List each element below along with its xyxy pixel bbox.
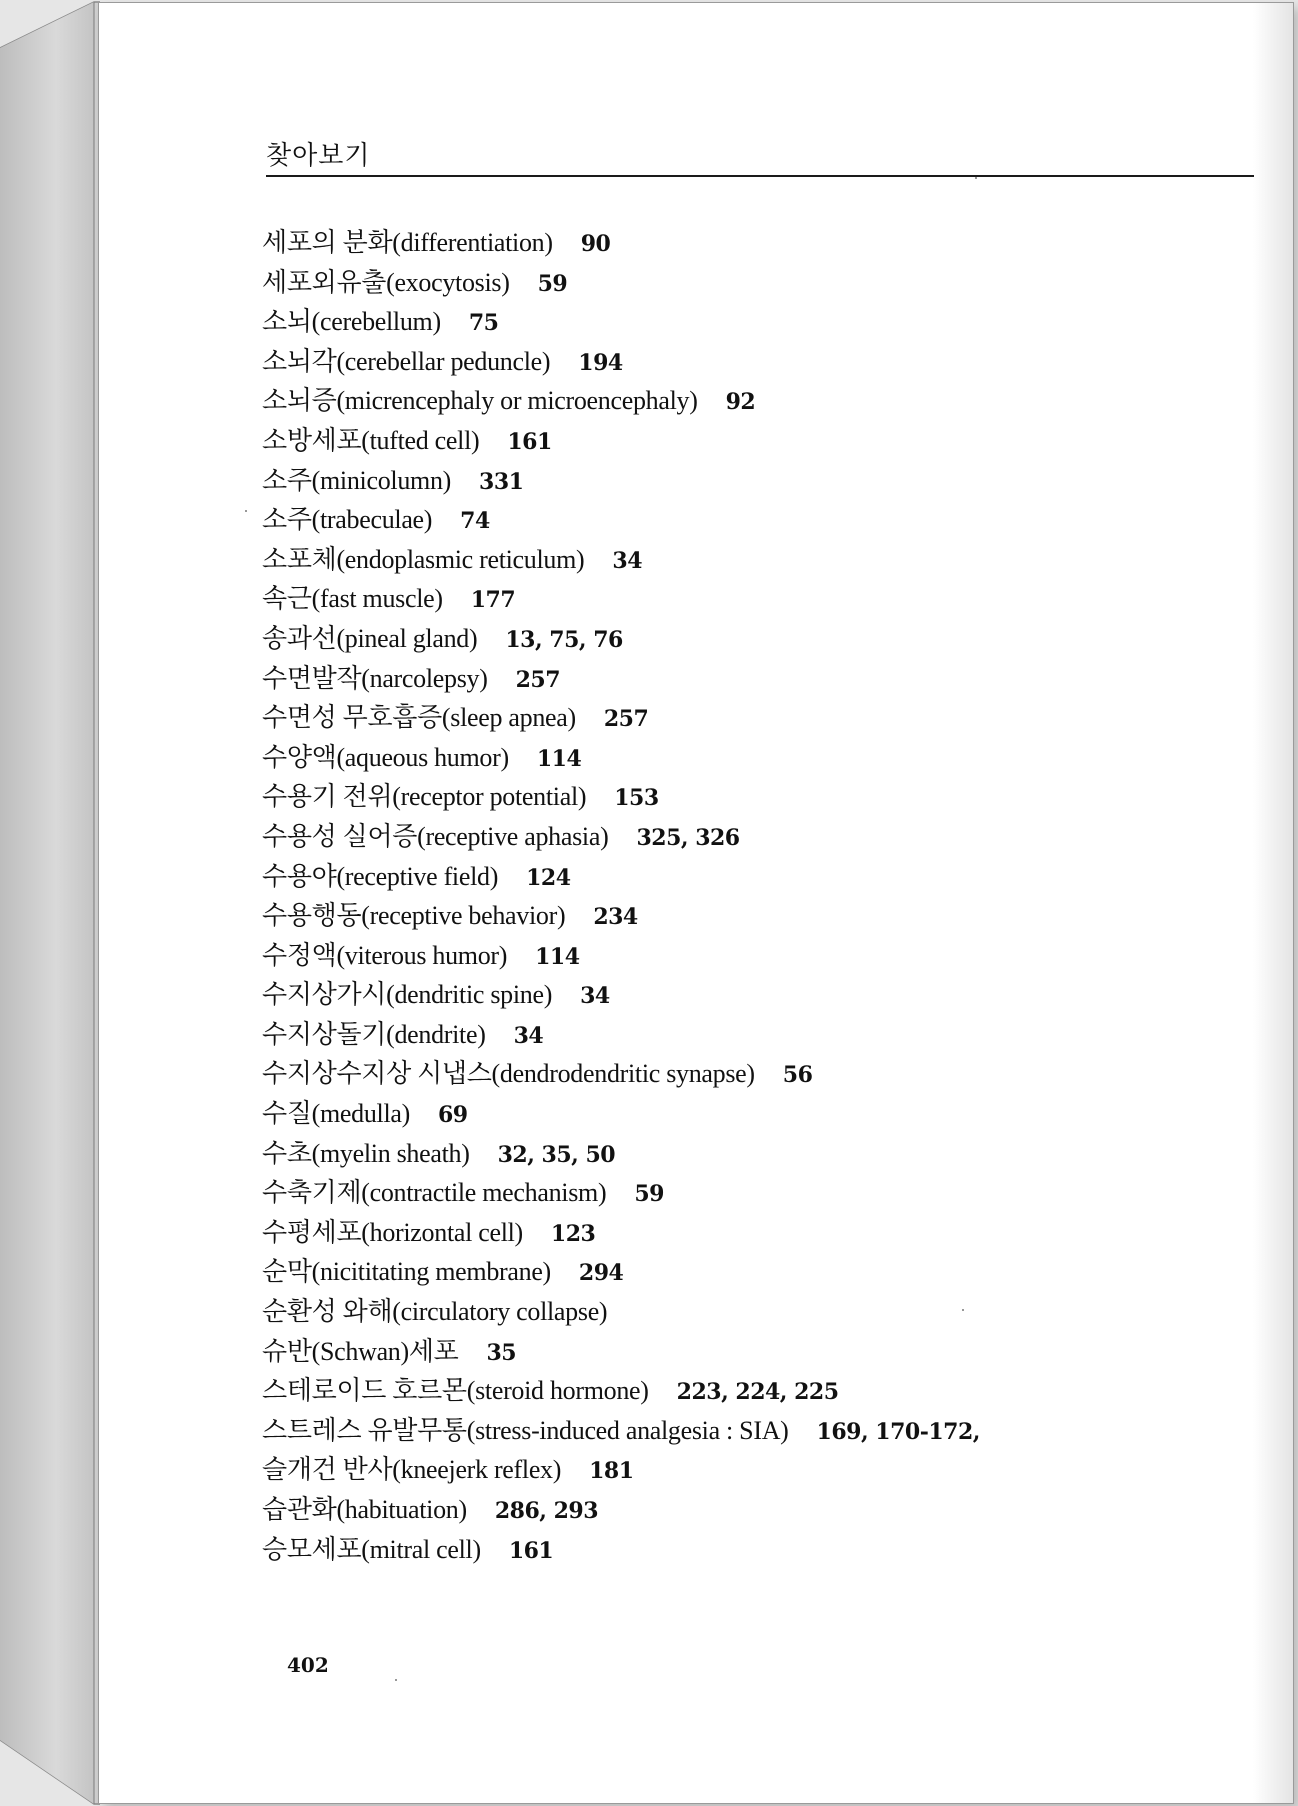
index-term: 수축기제(contractile mechanism) [262,1178,607,1208]
index-term: 소주(trabeculae) [262,505,433,535]
index-entry [262,698,1262,738]
index-entry [262,1371,1262,1411]
index-term: 수용기 전위(receptor potential) [262,782,587,812]
index-page-refs: 34 [513,1022,544,1049]
index-term: 수용성 실어증(receptive aphasia) [262,821,609,851]
index-page-refs: 59 [634,1181,664,1208]
index-entry [262,1094,1262,1134]
index-entry [262,302,1262,342]
index-page-refs: 223, 224, 225 [676,1379,839,1406]
index-page-refs: 286, 293 [494,1498,599,1524]
index-entry [262,1530,1262,1570]
index-page-refs: 181 [589,1458,634,1485]
index-page-refs: 234 [593,904,638,931]
scan-speck [245,510,247,512]
index-term: 순환성 와해(circulatory collapse) [262,1297,608,1327]
index-term: 속근(fast muscle) [262,584,443,614]
index-entry [262,540,1262,580]
index-term: 수양액(aqueous humor) [262,742,509,772]
index-entry [262,936,1262,976]
index-term: 수지상가시(dendritic spine) [262,980,553,1010]
index-page-refs: 59 [537,270,568,297]
index-entry-list [262,223,1262,1569]
index-page-refs: 13, 75, 76 [505,626,623,653]
index-entry [262,817,1262,857]
index-term: 소포체(endoplasmic reticulum) [262,544,585,574]
index-term: 송과선(pineal gland) [262,623,478,653]
index-term: 수정액(viterous humor) [262,940,508,970]
index-entry [262,1490,1262,1530]
index-page-refs: 124 [526,864,571,891]
index-page-refs: 257 [603,706,649,733]
page-header [266,131,1254,177]
index-page-refs: 325, 326 [636,824,740,851]
index-page-refs: 69 [438,1102,468,1129]
index-entry [262,857,1262,897]
index-entry [262,381,1262,421]
index-page-refs: 161 [507,428,552,455]
index-page-refs: 177 [470,587,516,614]
index-page-refs: 153 [614,785,659,812]
index-entry [262,1332,1262,1372]
index-page-refs: 257 [515,666,561,693]
index-entry [262,342,1262,382]
page-title: 찾아보기 [266,141,371,171]
index-page-refs: 114 [535,943,580,970]
index-term: 소방세포(tufted cell) [262,425,480,455]
index-term: 슈반(Schwan)세포 [262,1336,459,1366]
index-term: 습관화(habituation) [262,1495,467,1524]
index-entry [262,619,1262,659]
index-entry [262,461,1262,501]
index-term: 수평세포(horizontal cell) [262,1217,523,1247]
index-entry [262,223,1262,263]
index-term: 수질(medulla) [262,1099,410,1129]
index-page-refs: 123 [550,1220,596,1247]
index-term: 소뇌증(micrencephaly or microencephaly) [262,386,698,416]
index-entry [262,1054,1262,1094]
scan-speck [975,177,977,179]
index-page-refs: 34 [612,547,643,574]
scan-speck [395,1679,397,1681]
index-term: 소뇌각(cerebellar peduncle) [262,346,551,376]
index-term: 수면성 무호흡증(sleep apnea) [262,703,576,733]
index-term: 수면발작(narcolepsy) [262,663,488,693]
index-term: 수용행동(receptive behavior) [262,901,566,931]
index-term: 수지상수지상 시냅스(dendrodendritic synapse) [262,1059,755,1089]
index-page-refs: 331 [479,468,524,495]
index-entry [262,1015,1262,1055]
index-page-refs: 32, 35, 50 [497,1141,616,1168]
index-entry [262,738,1262,778]
index-page-refs: 161 [508,1537,554,1564]
index-entry [262,1292,1262,1332]
index-term: 수지상돌기(dendrite) [262,1019,486,1049]
index-entry [262,1450,1262,1490]
index-term: 소주(minicolumn) [262,465,452,495]
index-page-refs: 75 [468,310,499,337]
index-term: 슬개건 반사(kneejerk reflex) [262,1455,562,1485]
index-entry [262,777,1262,817]
index-page-refs: 194 [578,349,623,376]
scan-speck [962,1309,964,1311]
index-page-refs: 114 [536,745,582,772]
index-page-refs: 294 [578,1260,624,1287]
index-term: 순막(nicititating membrane) [262,1257,551,1287]
index-term: 소뇌(cerebellum) [262,307,441,337]
index-entry [262,1213,1262,1253]
book-spine-shape [0,0,100,1806]
index-term: 세포의 분화(differentiation) [262,228,553,257]
book-page [98,2,1294,1804]
index-page-refs: 74 [460,508,490,535]
index-term: 스테로이드 호르몬(steroid hormone) [262,1376,649,1406]
index-term: 승모세포(mitral cell) [262,1534,481,1564]
index-entry [262,263,1262,303]
index-term: 수용야(receptive field) [262,861,499,891]
index-entry [262,659,1262,699]
index-entry [262,1411,1262,1451]
index-entry [262,975,1262,1015]
index-entry [262,500,1262,540]
index-entry [262,1134,1262,1174]
index-entry [262,1252,1262,1292]
index-page-refs: 35 [486,1339,517,1366]
index-page-refs: 56 [782,1062,813,1089]
index-page-refs: 169, 170-172, [816,1418,980,1445]
index-entry [262,579,1262,619]
index-term: 스트레스 유발무통(stress-induced analgesia : SIA) [262,1415,789,1445]
index-entry [262,421,1262,461]
index-term: 세포외유출(exocytosis) [262,267,510,297]
index-page-refs: 34 [580,983,610,1010]
page-number: 402 [287,1653,329,1677]
index-entry [262,1173,1262,1213]
book-spine [0,0,100,1806]
index-page-refs: 92 [725,389,756,416]
index-term: 수초(myelin sheath) [262,1138,470,1168]
index-entry [262,896,1262,936]
index-page-refs: 90 [580,231,611,257]
